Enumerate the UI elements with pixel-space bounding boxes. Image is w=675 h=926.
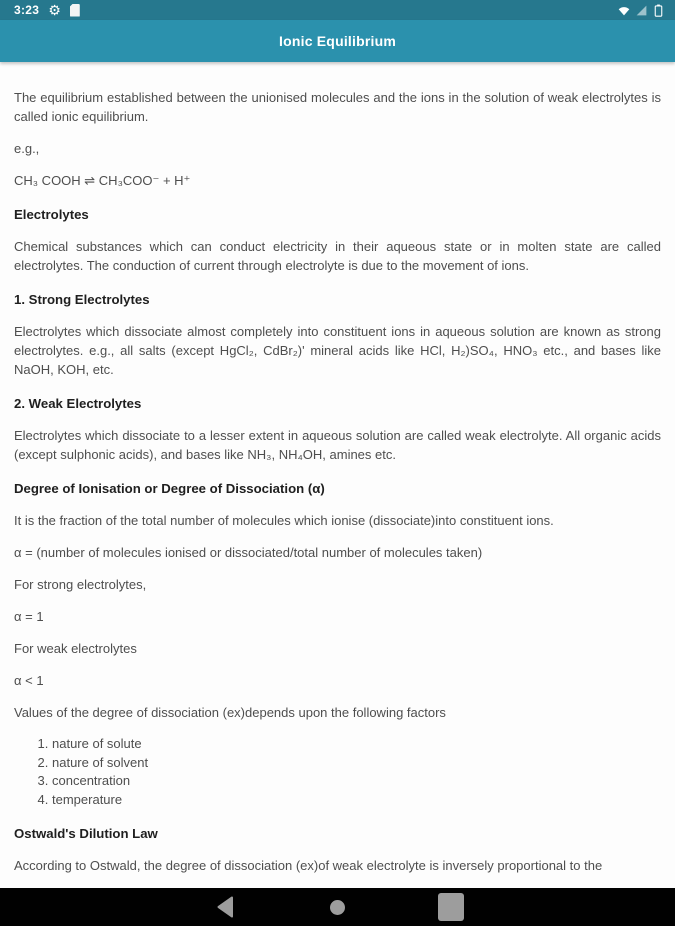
electrolytes-heading: Electrolytes bbox=[14, 207, 89, 222]
android-navigation-bar bbox=[0, 888, 675, 926]
home-circle-icon bbox=[330, 900, 345, 915]
battery-icon bbox=[652, 3, 665, 18]
list-item: 4. temperature bbox=[52, 791, 661, 810]
settings-gear-icon: ⚙ bbox=[48, 2, 61, 18]
list-item: 1. nature of solute bbox=[52, 735, 661, 754]
status-bar-right bbox=[617, 3, 665, 18]
clock: 3:23 bbox=[14, 3, 40, 17]
degree-heading: Degree of Ionisation or Degree of Dissociation (α) bbox=[14, 481, 325, 496]
strong-electrolytes-paragraph: Electrolytes which dissociate almost completely into constituent ions in aqueous solution are known as strong electrolytes. e.g., all salts (except HgCl₂, CdBr₂)' mineral acids like HCl, H₂)SO₄, HNO₃ etc., and bases like NaOH, KOH, etc. bbox=[14, 324, 661, 377]
equilibrium-formula: CH₃ COOH ⇌ CH₃COO⁻ + H⁺ bbox=[14, 173, 191, 188]
wifi-icon bbox=[617, 4, 631, 17]
factors-intro: Values of the degree of dissociation (ex)depends upon the following factors bbox=[14, 705, 446, 720]
intro-paragraph: The equilibrium established between the unionised molecules and the ions in the solution of weak electrolytes is called ionic equilibrium. bbox=[14, 90, 661, 124]
degree-paragraph: It is the fraction of the total number of molecules which ionise (dissociate)into constituent ions. bbox=[14, 513, 554, 528]
sd-card-icon bbox=[70, 4, 80, 17]
list-item: 3. concentration bbox=[52, 772, 661, 791]
strong-note: For strong electrolytes, bbox=[14, 577, 147, 592]
app-bar bbox=[0, 20, 675, 62]
status-bar bbox=[0, 0, 675, 20]
strong-electrolytes-heading: 1. Strong Electrolytes bbox=[14, 292, 150, 307]
factors-list bbox=[14, 735, 661, 809]
back-button[interactable] bbox=[168, 888, 281, 926]
recents-square-icon bbox=[438, 893, 464, 921]
alpha-less-one: α < 1 bbox=[14, 673, 44, 688]
ostwald-paragraph: According to Ostwald, the degree of dissociation (ex)of weak electrolyte is inversely proportional to the bbox=[14, 858, 603, 873]
status-bar-left bbox=[14, 3, 80, 17]
eg-label: e.g., bbox=[14, 141, 40, 156]
recents-button[interactable] bbox=[394, 888, 507, 926]
weak-note: For weak electrolytes bbox=[14, 641, 137, 656]
page-title: Ionic Equilibrium bbox=[279, 33, 396, 49]
weak-electrolytes-heading: 2. Weak Electrolytes bbox=[14, 396, 142, 411]
electrolytes-paragraph: Chemical substances which can conduct electricity in their aqueous state or in molten state are called electrolytes. The conduction of current through electrolyte is due to the movement of ions. bbox=[14, 239, 661, 273]
cell-signal-icon bbox=[635, 4, 648, 17]
weak-electrolytes-paragraph: Electrolytes which dissociate to a lesser extent in aqueous solution are called weak electrolyte. All organic acids (except sulphonic acids), and bases like NH₃, NH₄OH, amines etc. bbox=[14, 428, 661, 462]
back-triangle-icon bbox=[213, 894, 237, 920]
ostwald-heading: Ostwald's Dilution Law bbox=[14, 826, 158, 841]
alpha-definition: α = (number of molecules ionised or dissociated/total number of molecules taken) bbox=[14, 545, 483, 560]
home-button[interactable] bbox=[281, 888, 394, 926]
list-item: 2. nature of solvent bbox=[52, 754, 661, 773]
alpha-equals-one: α = 1 bbox=[14, 609, 44, 624]
lesson-content-scroll-area[interactable] bbox=[0, 62, 675, 888]
